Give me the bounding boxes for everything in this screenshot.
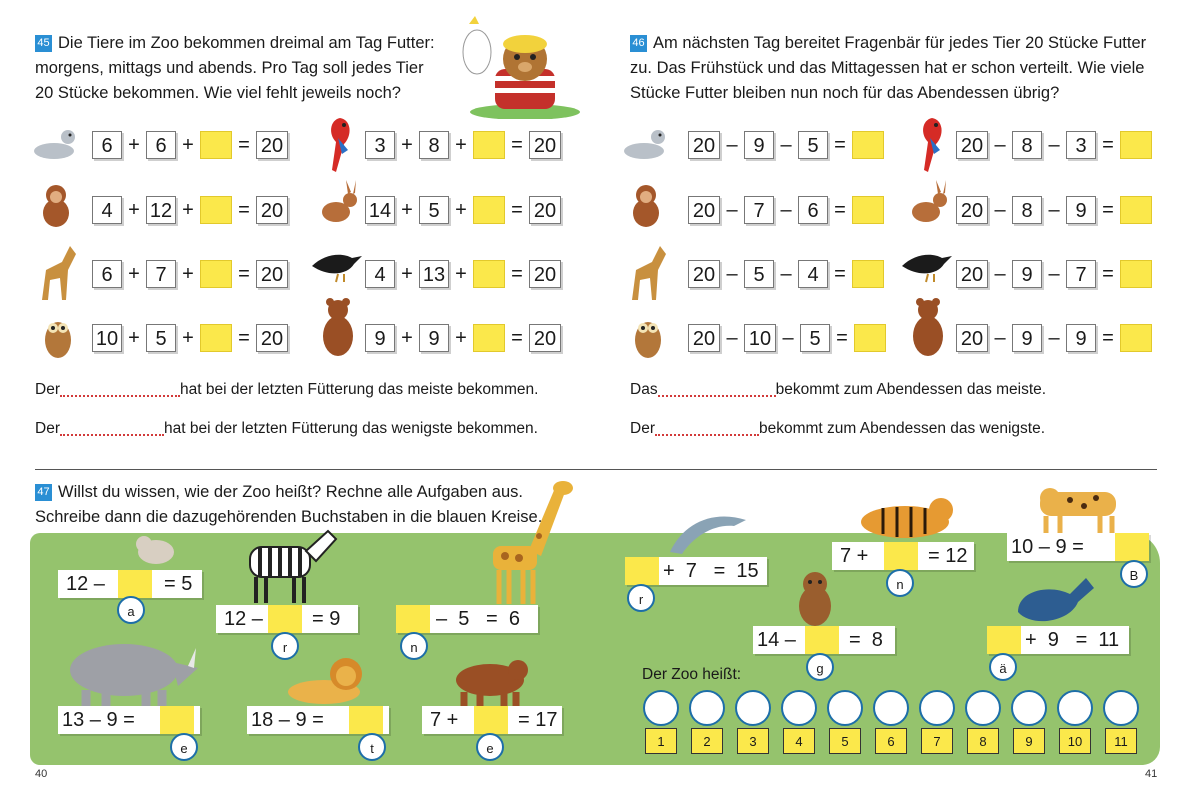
answer-field[interactable] [1120,260,1152,288]
equation-45-5: 3 + 8 + = 20 [365,131,561,159]
answer-field[interactable] [473,324,505,352]
answer-circle-3[interactable] [735,690,771,726]
whale-icon [1012,572,1098,630]
blank-line[interactable] [658,381,776,397]
task-47-text: 47 Willst du wissen, wie der Zoo heißt? Rechne alle Aufgaben aus. Schreibe dann die dazugehörenden Buchstaben in die blauen Kreise. [35,483,543,526]
slot-number: 4 [783,728,815,754]
task-46-number: 46 [630,35,647,52]
answer-circle-9[interactable] [1011,690,1047,726]
slot-number: 10 [1059,728,1091,754]
crow-icon [308,244,364,284]
answer-field[interactable] [854,324,886,352]
slot-number: 8 [967,728,999,754]
blank-line[interactable] [60,381,180,397]
bear-icon [318,296,358,358]
letter-circle: B [1120,560,1148,588]
equation-47-2: 12 – = 9 [216,605,358,633]
answer-circle-10[interactable] [1057,690,1093,726]
answer-field[interactable] [349,706,383,734]
answer-field[interactable] [396,605,430,633]
answer-field[interactable] [1120,131,1152,159]
letter-circle: e [170,733,198,761]
answer-field[interactable] [474,706,508,734]
equation-47-10: 14 – = 8 [753,626,895,654]
zebra-icon [236,527,342,607]
task-46-text: 46 Am nächsten Tag bereitet Fragenbär für jedes Tier 20 Stücke Futter zu. Das Frühstück und das Mittagessen hat er schon verteilt. Wie viele Stücke Futter bleiben nun noch für das Abendessen übrig? [630,34,1147,102]
equation-45-6: 14 + 5 + = 20 [365,196,561,224]
answer-field[interactable] [200,131,232,159]
answer-field[interactable] [625,557,659,585]
seal-icon [32,125,78,163]
slot-number: 5 [829,728,861,754]
equation-46-4: 20 – 10 – 5 = [688,324,886,352]
tiger-icon [853,490,959,544]
horse-icon [622,240,668,302]
equation-47-8: 7 + = 12 [832,542,974,570]
slot-number: 3 [737,728,769,754]
equation-46-5: 20 – 8 – 3 = [956,131,1152,159]
equation-46-8: 20 – 9 – 9 = [956,324,1152,352]
letter-circle: r [627,584,655,612]
equation-47-1: 12 – = 5 [58,570,202,598]
letter-circle: n [400,632,428,660]
rhino-icon [62,632,202,710]
horse-icon [32,240,78,302]
equation-46-1: 20 – 9 – 5 = [688,131,884,159]
answer-circle-11[interactable] [1103,690,1139,726]
equation-46-7: 20 – 9 – 7 = [956,260,1152,288]
answer-field[interactable] [118,570,152,598]
sentence-46-1: Das bekommt zum Abendessen das meiste. [630,381,1047,398]
answer-field[interactable] [852,196,884,224]
equation-46-3: 20 – 5 – 4 = [688,260,884,288]
section-divider [35,469,1157,470]
equation-47-4: 13 – 9 = [58,706,200,734]
letter-circle: ä [989,653,1017,681]
equation-45-1: 6 + 6 + = 20 [92,131,288,159]
answer-circle-6[interactable] [873,690,909,726]
answer-circle-1[interactable] [643,690,679,726]
slot-number: 2 [691,728,723,754]
answer-field[interactable] [884,542,918,570]
slot-number: 9 [1013,728,1045,754]
monkey-icon [36,183,76,229]
letter-circle: g [806,653,834,681]
rabbit-icon [908,178,950,226]
otter-icon [790,568,840,628]
owl-icon [42,312,74,360]
lion-icon [278,652,364,708]
page-number-left: 40 [35,768,48,780]
parrot-icon [910,114,952,176]
blank-line[interactable] [655,420,759,436]
answer-field[interactable] [200,260,232,288]
leopard-icon [1030,482,1136,538]
bear-brown-icon [446,652,536,710]
answer-circle-4[interactable] [781,690,817,726]
equation-45-3: 6 + 7 + = 20 [92,260,288,288]
fragenbaer-illustration-icon [455,14,580,119]
equation-47-9: 10 – 9 = [1007,533,1149,561]
letter-circle: e [476,733,504,761]
equation-45-4: 10 + 5 + = 20 [92,324,288,352]
seal-icon [622,125,668,163]
equation-45-8: 9 + 9 + = 20 [365,324,561,352]
slot-number: 7 [921,728,953,754]
letter-circle: a [117,596,145,624]
owl-icon [632,312,664,360]
page-number-right: 41 [1145,768,1158,780]
equation-47-5: 18 – 9 = [247,706,389,734]
slot-number: 1 [645,728,677,754]
task-45-text: 45 Die Tiere im Zoo bekommen dreimal am Tag Futter: morgens, mittags und abends. Pro Tag soll jedes Tier 20 Stücke bekommen. Wie viel fehlt jeweils noch? [35,34,435,102]
equation-47-11: + 9 = 11 [987,626,1129,654]
slot-number: 6 [875,728,907,754]
answer-field[interactable] [805,626,839,654]
equation-47-3: – 5 = 6 [396,605,538,633]
answer-circle-8[interactable] [965,690,1001,726]
answer-field[interactable] [852,131,884,159]
sentence-45-1: Der hat bei der letzten Fütterung das meiste bekommen. [35,381,539,398]
equation-47-7: + 7 = 15 [625,557,767,585]
answer-field[interactable] [1120,196,1152,224]
answer-field[interactable] [473,260,505,288]
answer-field[interactable] [200,196,232,224]
letter-circle: t [358,733,386,761]
slot-number: 11 [1105,728,1137,754]
bear-icon [908,296,948,358]
answer-circle-5[interactable] [827,690,863,726]
equation-45-2: 4 + 12 + = 20 [92,196,288,224]
monkey-icon [626,183,666,229]
sentence-46-2: Der bekommt zum Abendessen das wenigste. [630,420,1046,437]
task-45-number: 45 [35,35,52,52]
rabbit-icon [318,178,360,226]
answer-field[interactable] [987,626,1021,654]
equation-47-6: 7 + = 17 [422,706,562,734]
answer-circle-2[interactable] [689,690,725,726]
answer-field[interactable] [1120,324,1152,352]
crow-icon [898,244,954,284]
equation-46-6: 20 – 8 – 9 = [956,196,1152,224]
answer-field[interactable] [268,605,302,633]
answer-field[interactable] [473,131,505,159]
letter-circle: n [886,569,914,597]
blank-line[interactable] [60,420,164,436]
equation-46-2: 20 – 7 – 6 = [688,196,884,224]
hamster-icon [132,530,178,566]
answer-circle-7[interactable] [919,690,955,726]
answer-field[interactable] [1115,533,1149,561]
answer-field[interactable] [473,196,505,224]
dolphin-icon [664,502,754,558]
answer-field[interactable] [160,706,194,734]
sentence-45-2: Der hat bei der letzten Fütterung das wenigste bekommen. [35,420,538,437]
giraffe-icon [485,476,577,606]
answer-label: Der Zoo heißt: [642,666,742,683]
task-47-number: 47 [35,484,52,501]
equation-45-7: 4 + 13 + = 20 [365,260,561,288]
answer-field[interactable] [200,324,232,352]
answer-field[interactable] [852,260,884,288]
letter-circle: r [271,632,299,660]
parrot-icon [318,114,360,176]
